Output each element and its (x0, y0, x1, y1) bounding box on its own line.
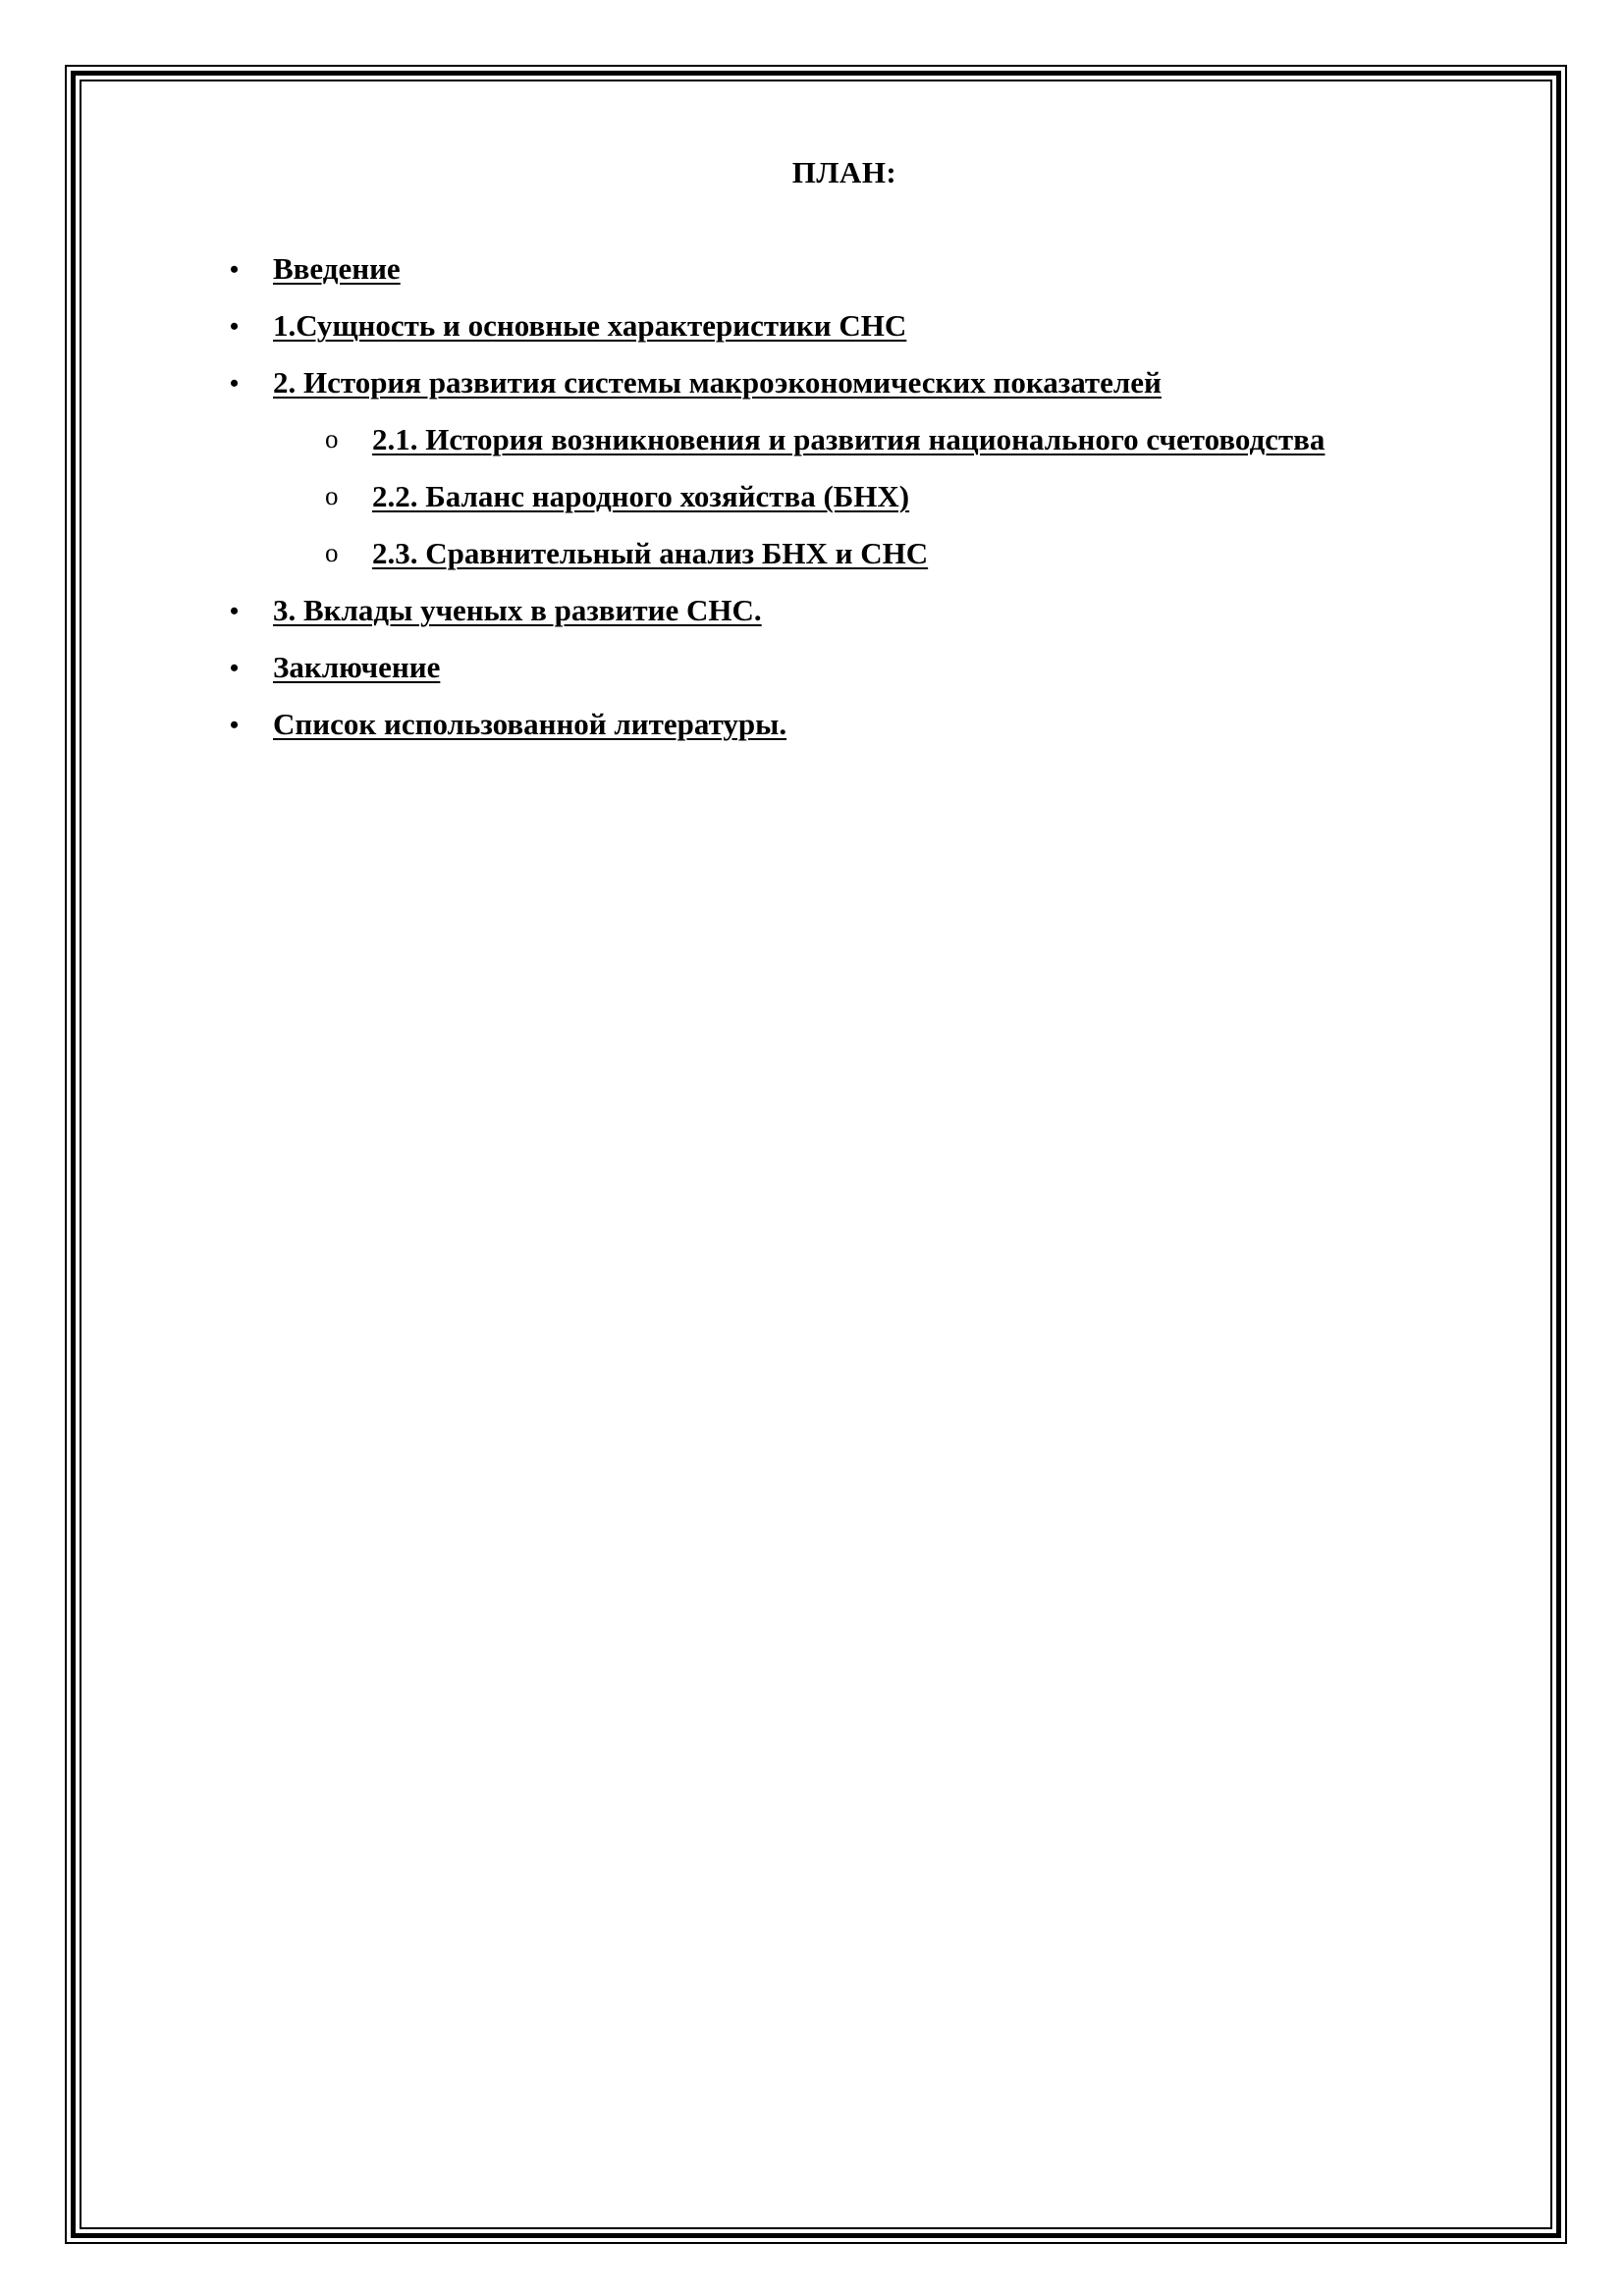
toc-item-label: 2.1. История возникновения и развития национального счетоводства (372, 422, 1326, 456)
bullet-icon: • (230, 255, 240, 284)
page-title: ПЛАН: (791, 155, 897, 189)
toc-item-label: 3. Вклады ученых в развитие СНС. (273, 593, 762, 627)
toc-item-conclusion[interactable] (230, 650, 441, 685)
toc-item-references[interactable] (230, 707, 787, 742)
toc-item-label: Заключение (273, 650, 441, 684)
bullet-icon: • (230, 369, 240, 398)
toc-item-section-2-3[interactable] (325, 536, 929, 571)
circle-bullet-icon: o (325, 481, 339, 510)
toc-item-section-2-2[interactable] (325, 479, 910, 514)
toc-item-section-3[interactable] (230, 593, 762, 628)
table-of-contents (0, 0, 1624, 883)
toc-item-section-1[interactable] (230, 308, 907, 344)
bullet-icon: • (230, 597, 240, 625)
toc-item-label: 2. История развития системы макроэкономических показателей (273, 365, 1162, 400)
toc-item-label: Список использованной литературы. (273, 707, 787, 741)
toc-item-label: 1.Сущность и основные характеристики СНС (273, 308, 907, 343)
toc-item-section-2[interactable] (230, 365, 1162, 400)
toc-item-section-2-1[interactable] (325, 422, 1326, 457)
toc-item-label: 2.2. Баланс народного хозяйства (БНХ) (372, 479, 910, 513)
circle-bullet-icon: o (325, 538, 339, 567)
circle-bullet-icon: o (325, 424, 339, 454)
bullet-icon: • (230, 711, 240, 739)
toc-item-label: Введение (273, 251, 401, 286)
bullet-icon: • (230, 654, 240, 682)
bullet-icon: • (230, 312, 240, 341)
toc-item-label: 2.3. Сравнительный анализ БНХ и СНС (372, 536, 929, 570)
toc-item-introduction[interactable] (230, 251, 401, 287)
